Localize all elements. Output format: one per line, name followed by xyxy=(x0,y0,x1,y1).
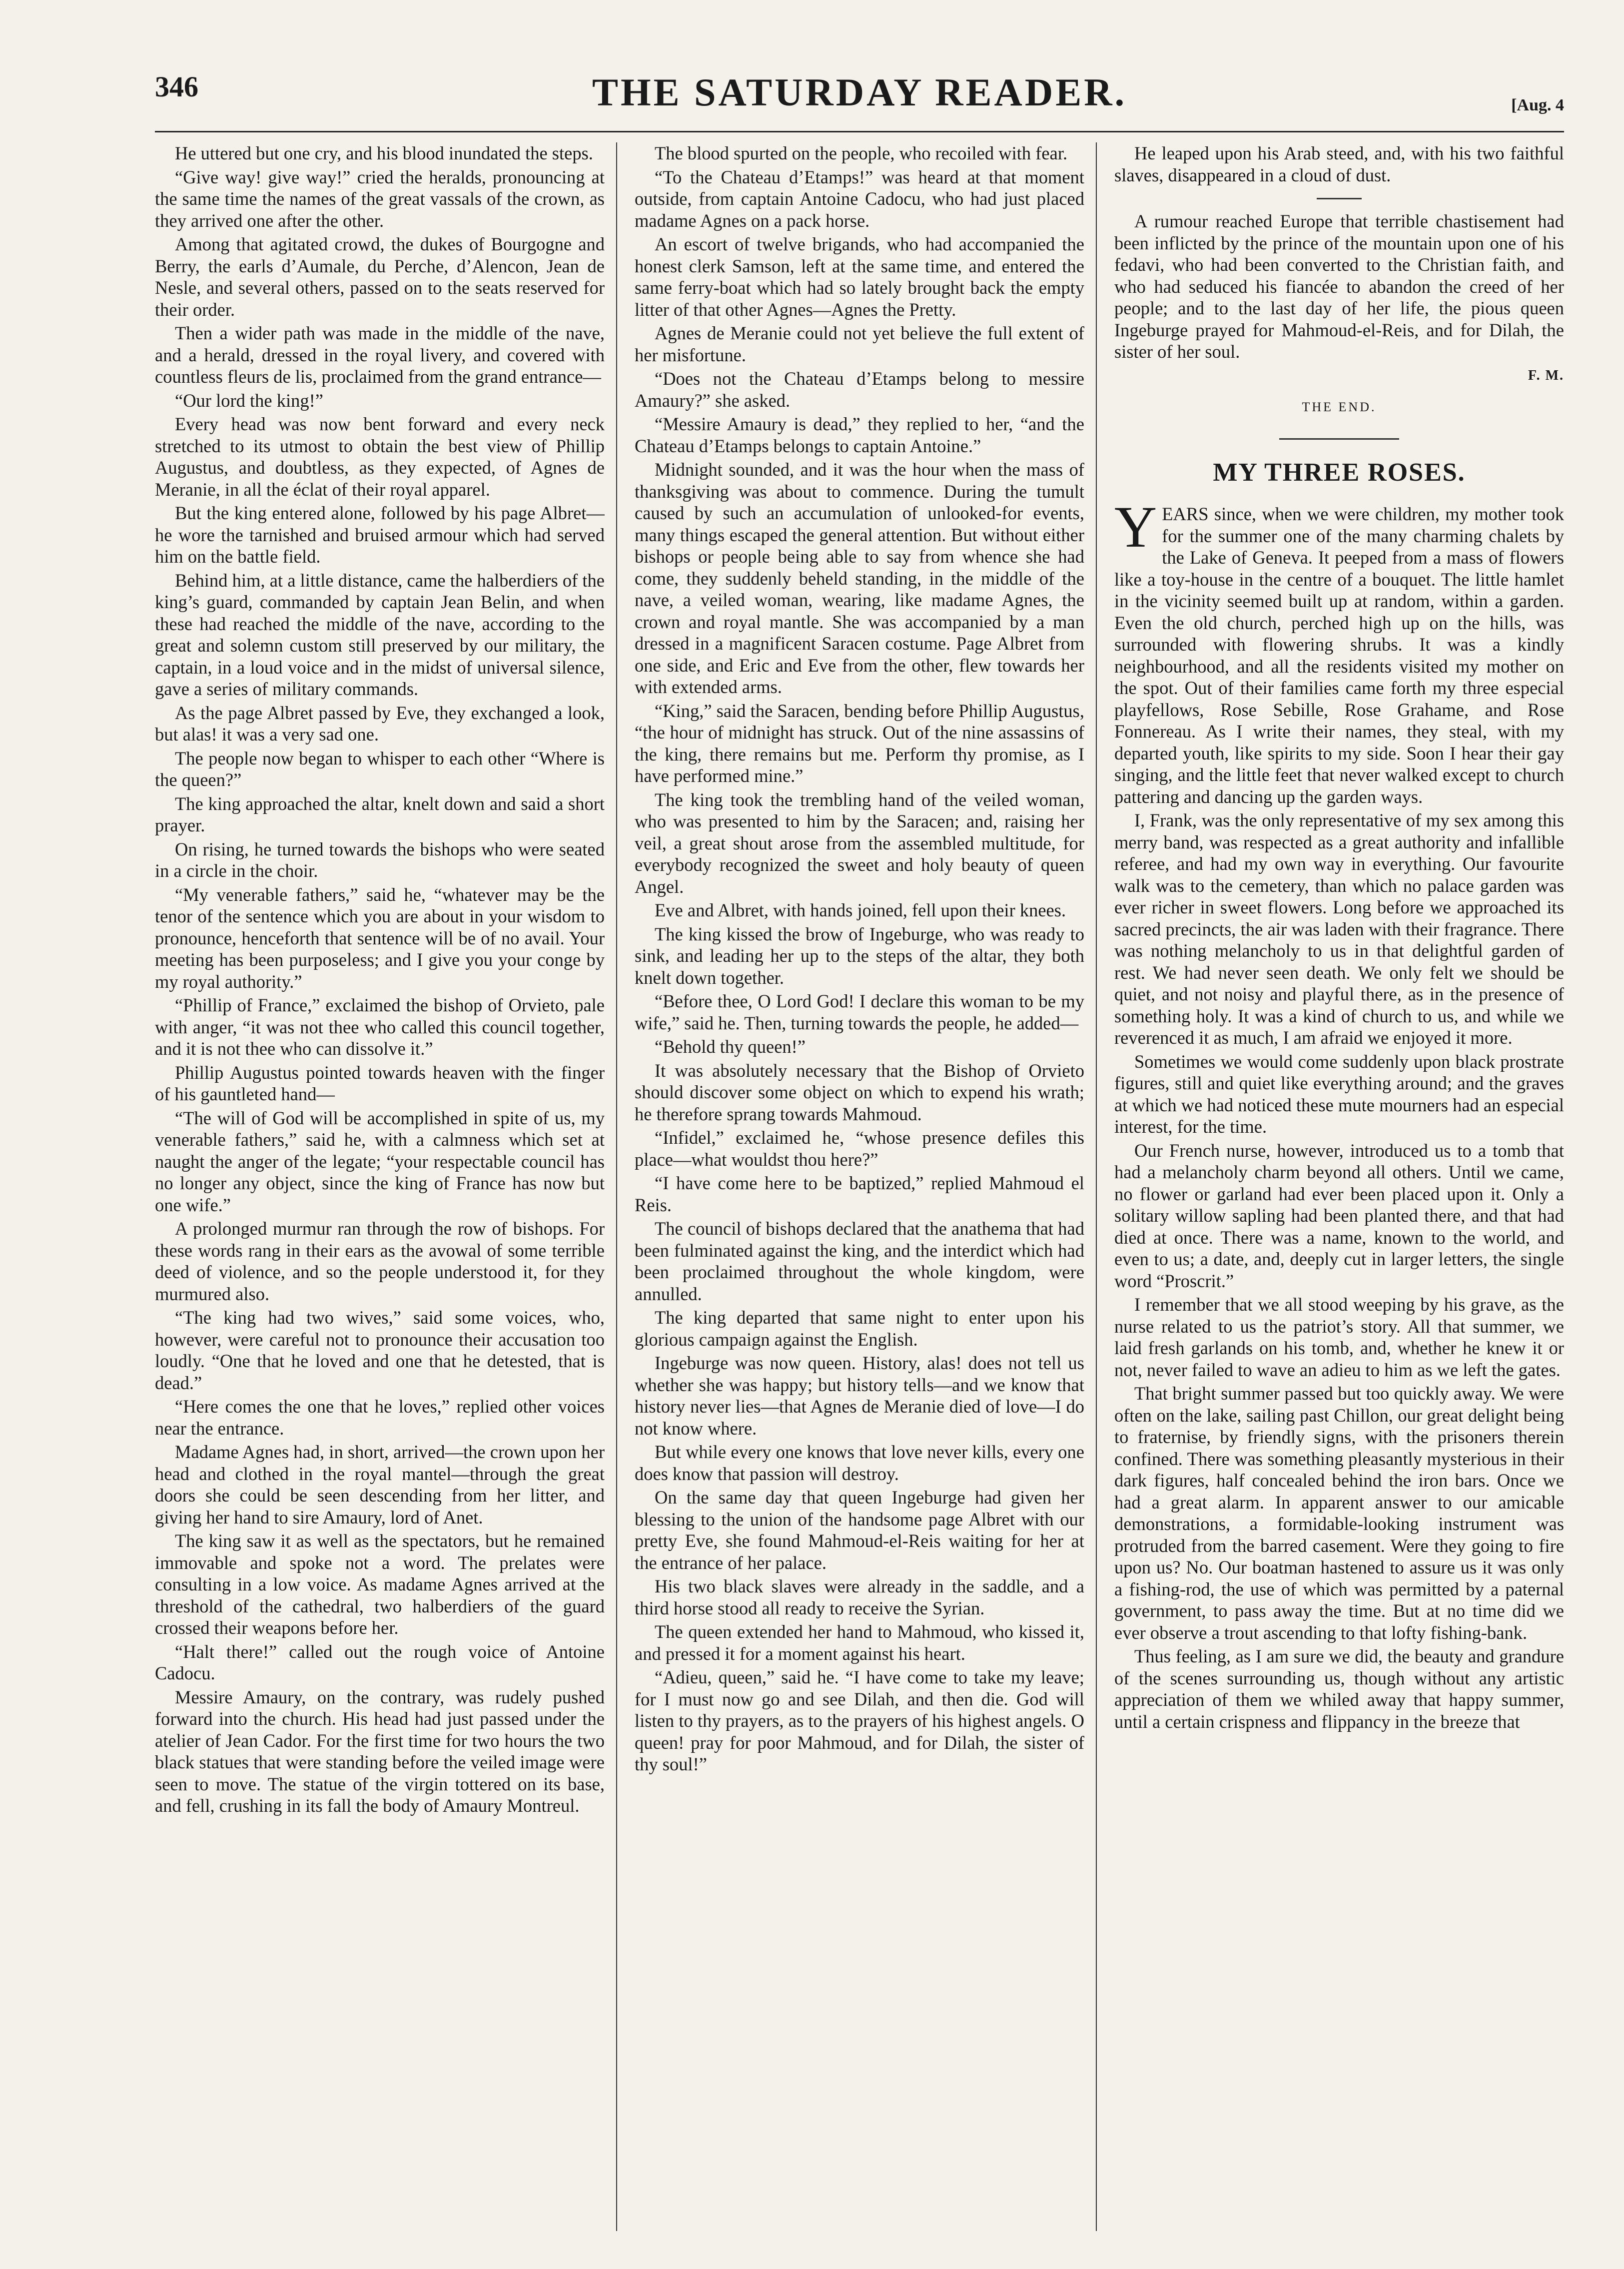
column-1 xyxy=(155,142,605,2239)
paragraph: Phillip Augustus pointed towards heaven with the finger of his gauntleted hand— xyxy=(155,1062,605,1104)
paragraph: It was absolutely necessary that the Bishop of Orvieto should discover some object on which to expend his wrath; he therefore sprang towards Mahmoud. xyxy=(635,1060,1084,1124)
paragraph: “Give way! give way!” cried the heralds, pronouncing at the same time the names of the great vassals of the crown, as they arrived one after the other. xyxy=(155,166,605,231)
paragraph: As the page Albret passed by Eve, they exchanged a look, but alas! it was a very sad one. xyxy=(155,702,605,745)
paragraph: The council of bishops declared that the anathema that had been fulminated against the king, and the interdict which had been proclaimed throughout the whole kingdom, were annulled. xyxy=(635,1218,1084,1304)
paragraph: “Halt there!” called out the rough voice of Antoine Cadocu. xyxy=(155,1641,605,1683)
paragraph: Ingeburge was now queen. History, alas! does not tell us whether she was happy; but history tells—and we know that history never lies—that Agnes de Meranie died of love—I do not know where. xyxy=(635,1353,1084,1439)
paragraph: The king saw it as well as the spectators, but he remained immovable and spoke not a word. The prelates were consulting in a low voice. As madame Agnes arrived at the threshold of the cathedral, two halberdiers of the guard crossed their weapons before her. xyxy=(155,1530,605,1638)
paragraph: The king kissed the brow of Ingeburge, who was ready to sink, and leading her up to the steps of the altar, they both knelt down together. xyxy=(635,923,1084,988)
paragraph: Messire Amaury, on the contrary, was rudely pushed forward into the church. His head had just passed under the atelier of Jean Cador. For the first time for two hours the two black statues that were standing before the veiled image were seen to move. The statue of the virgin tottered on its base, and fell, crushing in its fall the body of Amaury Montreul. xyxy=(155,1686,605,1816)
paragraph: “I have come here to be baptized,” replied Mahmoud el Reis. xyxy=(635,1173,1084,1215)
paragraph: Eve and Albret, with hands joined, fell upon their knees. xyxy=(655,900,1066,920)
paragraph: On rising, he turned towards the bishops who were seated in a circle in the choir. xyxy=(155,838,605,881)
paragraph: That bright summer passed but too quickly away. We were often on the lake, sailing past Chillon, our great delight being to fraternise, by friendly signs, with the prisoners therein confined. There was something pleasantly mysterious in their dark figures, half concealed behind the iron bars. Once we had a great alarm. In apparent answer to our amicable demonstrations, a formidable-looking instrument was protruded from the barred casement. Were they going to fire upon us? No. Our boatman hastened to assure us it was only a fishing-rod, the use of which was permitted by a paternal government, to pass away the time. But at no time did we ever observe a trout ascending to that lofty fishing-bank. xyxy=(1114,1383,1564,1643)
paragraph: But while every one knows that love never kills, every one does know that passion will destroy. xyxy=(635,1442,1084,1484)
paragraph: Every head was now bent forward and every neck stretched to its utmost to obtain the best view of Phillip Augustus, and doubtless, as they expected, of Agnes de Meranie, in all the éclat of their royal apparel. xyxy=(155,414,605,500)
page-number: 346 xyxy=(155,70,198,103)
paragraph: Midnight sounded, and it was the hour when the mass of thanksgiving was about to commence. During the tumult caused by such an accumulation of unlooked-for events, many things escaped the general attention. But without either bishops or people being able to say from whence she had come, they suddenly beheld standing, in the middle of the nave, a veiled woman, wearing, like madame Agnes, the crown and royal mantle. She was accompanied by a man dressed in a magnificent Saracen costume. Page Albret from one side, and Eric and Eve from the other, flew towards her with extended arms. xyxy=(635,459,1084,697)
paragraph: Agnes de Meranie could not yet believe the full extent of her misfortune. xyxy=(635,323,1084,365)
opening-text: EARS since, when we were children, my mother took for the summer one of the many charming chalets by the Lake of Geneva. It peeped from a mass of flowers like a toy-house in the centre of a bouquet. The little hamlet in the vicinity seemed built up at random, within a garden. Even the old church, perched high up on the hills, was surrounded with flowering shrubs. It was a kindly neighbourhood, and all the residents visited my mother on the spot. Out of their families came forth my three especial playfellows, Rose Sebille, Rose Grahame, and Rose Fonnereau. As I write their names, they steal, with my departed youth, like spirits to my side. Soon I hear their gay singing, and the little feet that never walked except to church pattering and dancing up the garden ways. xyxy=(1114,504,1564,807)
paragraph: Behind him, at a little distance, came the halberdiers of the king’s guard, commanded by captain Jean Belin, and when these had reached the middle of the nave, according to the great and solemn custom still preserved by our military, the captain, in a loud voice and in the midst of universal silence, gave a series of military commands. xyxy=(155,570,605,699)
paragraph: But the king entered alone, followed by his page Albret—he wore the tarnished and bruised armour which had served him on the battle field. xyxy=(155,503,605,567)
header-rule xyxy=(155,131,1564,132)
paragraph: I, Frank, was the only representative of my sex among this merry band, was respected as a great authority and infallible referee, and had my own way in everything. Our favourite walk was to the cemetery, than which no palace garden was ever richer in sweet flowers. Long before we approached its sacred precincts, the air was laden with their fragrance. There was nothing melancholy to us in that delightful garden of rest. We had never seen death. We only felt we should be quiet, and not noisy and playful there, as in the presence of something holy. It was a kind of church to us, and while we reverenced it as much, I am afraid we enjoyed it more. xyxy=(1114,810,1564,1048)
paragraph: “Does not the Chateau d’Etamps belong to messire Amaury?” she asked. xyxy=(635,368,1084,411)
paragraph: “Our lord the king!” xyxy=(175,390,323,411)
paragraph: “To the Chateau d’Etamps!” was heard at that moment outside, from captain Antoine Cadocu, who had just placed madame Agnes on a pack horse. xyxy=(635,166,1084,231)
paragraph: An escort of twelve brigands, who had accompanied the honest clerk Samson, left at the same time, and entered the same ferry-boat which had so lately brought back the empty litter of that other Agnes—Agnes the Pretty. xyxy=(635,234,1084,320)
paragraph: “Infidel,” exclaimed he, “whose presence defiles this place—what wouldst thou here?” xyxy=(635,1127,1084,1170)
paragraph: The king approached the altar, knelt down and said a short prayer. xyxy=(155,793,605,835)
the-end-label: THE END. xyxy=(1302,400,1377,414)
column-3 xyxy=(1114,142,1564,2239)
paragraph: The king took the trembling hand of the veiled woman, who was presented to him by the Saracen; and, raising her veil, a great shout arose from the assembled multitude, for everybody recognized the sweet and holy beauty of queen Angel. xyxy=(635,789,1084,897)
paragraph: “Messire Amaury is dead,” they replied to her, “and the Chateau d’Etamps belongs to captain Antoine.” xyxy=(635,414,1084,456)
story-separator xyxy=(1279,438,1399,440)
opening-paragraph xyxy=(1114,494,1564,807)
paragraph: “My venerable fathers,” said he, “whatever may be the tenor of the sentence which you are about in your wisdom to pronounce, henceforth that sentence will be of no avail. Your meeting has been purposeless; and I give you your conge by my royal authority.” xyxy=(155,884,605,992)
paragraph: “Phillip of France,” exclaimed the bishop of Orvieto, pale with anger, “it was not thee who called this council together, and it is not thee who can dissolve it.” xyxy=(155,995,605,1059)
paragraph: “Adieu, queen,” said he. “I have come to take my leave; for I must now go and see Dilah, and then die. God will listen to thy prayers, as to the prayers of his highest angels. O queen! pray for poor Mahmoud, and for Dilah, the sister of thy soul!” xyxy=(635,1667,1084,1774)
paragraph: Sometimes we would come suddenly upon black prostrate figures, still and quiet like everything around; and the graves at which we had noticed these mute mourners had an especial interest, for the time. xyxy=(1114,1051,1564,1137)
paragraph: He leaped upon his Arab steed, and, with his two faithful slaves, disappeared in a cloud of dust. xyxy=(1114,143,1564,185)
paragraph: The people now began to whisper to each other “Where is the queen?” xyxy=(155,748,605,790)
paragraph: Then a wider path was made in the middle of the nave, and a herald, dressed in the royal livery, and covered with countless fleurs de lis, proclaimed from the grand entrance— xyxy=(155,323,605,387)
paragraph: “Before thee, O Lord God! I declare this woman to be my wife,” said he. Then, turning towards the people, he added— xyxy=(635,991,1084,1033)
column-divider xyxy=(616,142,617,2231)
newspaper-title: THE SATURDAY READER. xyxy=(592,70,1127,114)
paragraph: Thus feeling, as I am sure we did, the beauty and grandure of the scenes surrounding us, though without any artistic appreciation of them we whiled away that happy summer, until a certain crispness and flippancy in the breeze that xyxy=(1114,1646,1564,1732)
paragraph: “Behold thy queen!” xyxy=(655,1036,806,1057)
paragraph: Among that agitated crowd, the dukes of Bourgogne and Berry, the earls d’Aumale, du Perche, d’Alencon, Jean de Nesle, and several others, passed on to the seats reserved for their order. xyxy=(155,234,605,320)
paragraph: Madame Agnes had, in short, arrived—the crown upon her head and clothed in the royal mantel—through the great doors she could be seen descending from her litter, and giving her hand to sire Amaury, lord of Anet. xyxy=(155,1442,605,1527)
paragraph: His two black slaves were already in the saddle, and a third horse stood all ready to receive the Syrian. xyxy=(635,1576,1084,1618)
paragraph: “King,” said the Saracen, bending before Phillip Augustus, “the hour of midnight has struck. Out of the nine assassins of the king, there remains but me. Perform thy promise, as I have performed mine.” xyxy=(635,700,1084,786)
paragraph: He uttered but one cry, and his blood inundated the steps. xyxy=(175,143,593,163)
story-epilogue xyxy=(1114,210,1564,386)
author-signature: F. M. xyxy=(1528,367,1564,383)
paragraph: On the same day that queen Ingeburge had given her blessing to the union of the handsome page Albret with our pretty Eve, she found Mahmoud-el-Reis waiting for her at the entrance of her palace. xyxy=(635,1487,1084,1573)
issue-date: [Aug. 4 xyxy=(1511,96,1564,114)
paragraph: Our French nurse, however, introduced us to a tomb that had a melancholy charm beyond all others. Until we came, no flower or garland had ever been placed upon it. Only a solitary willow sapling had been planted there, and that had died at once. There was a name, known to the world, and even to us; a date, and, deeply cut in larger letters, the single word “Proscrit.” xyxy=(1114,1140,1564,1291)
section-divider xyxy=(1317,198,1362,199)
column-divider xyxy=(1096,142,1097,2231)
paragraph: The king departed that same night to enter upon his glorious campaign against the English. xyxy=(635,1307,1084,1350)
paragraph: A rumour reached Europe that terrible chastisement had been inflicted by the prince of the mountain upon one of his fedavi, who had been converted to the Christian faith, and who had seduced his fiancée to abandon the creed of her people; and to the last day of her life, the pious queen Ingeburge prayed for Mahmoud-el-Reis, and for Dilah, the sister of her soul. xyxy=(1114,211,1564,362)
paragraph: A prolonged murmur ran through the row of bishops. For these words rang in their ears as the avowal of some terrible deed of violence, and so the people understood it, for they murmured also. xyxy=(155,1218,605,1304)
paragraph: I remember that we all stood weeping by his grave, as the nurse related to us the patriot’s story. All that summer, we laid fresh garlands on his tomb, and, whether he knew it or not, never failed to wave an adieu to him as we left the gates. xyxy=(1114,1294,1564,1380)
paragraph: “The king had two wives,” said some voices, who, however, were careful not to pronounce their accusation too loudly. “One that he loved and one that he detested, that is dead.” xyxy=(155,1307,605,1393)
story-body xyxy=(1114,809,1564,1732)
column-2 xyxy=(635,142,1084,2239)
story-conclusion xyxy=(1114,142,1564,186)
drop-cap: Y xyxy=(1114,494,1157,560)
paragraph: The blood spurted on the people, who recoiled with fear. xyxy=(655,143,1068,163)
page-header xyxy=(155,70,1564,125)
paragraph: “Here comes the one that he loves,” replied other voices near the entrance. xyxy=(155,1396,605,1439)
paragraph: “The will of God will be accomplished in spite of us, my venerable fathers,” said he, with a calmness which set at naught the anger of the legate; “your respectable council has no longer any object, since the king of France has now but one wife.” xyxy=(155,1107,605,1215)
paragraph: The queen extended her hand to Mahmoud, who kissed it, and pressed it for a moment against his heart. xyxy=(635,1621,1084,1664)
story-title: MY THREE ROSES. xyxy=(1213,458,1466,487)
